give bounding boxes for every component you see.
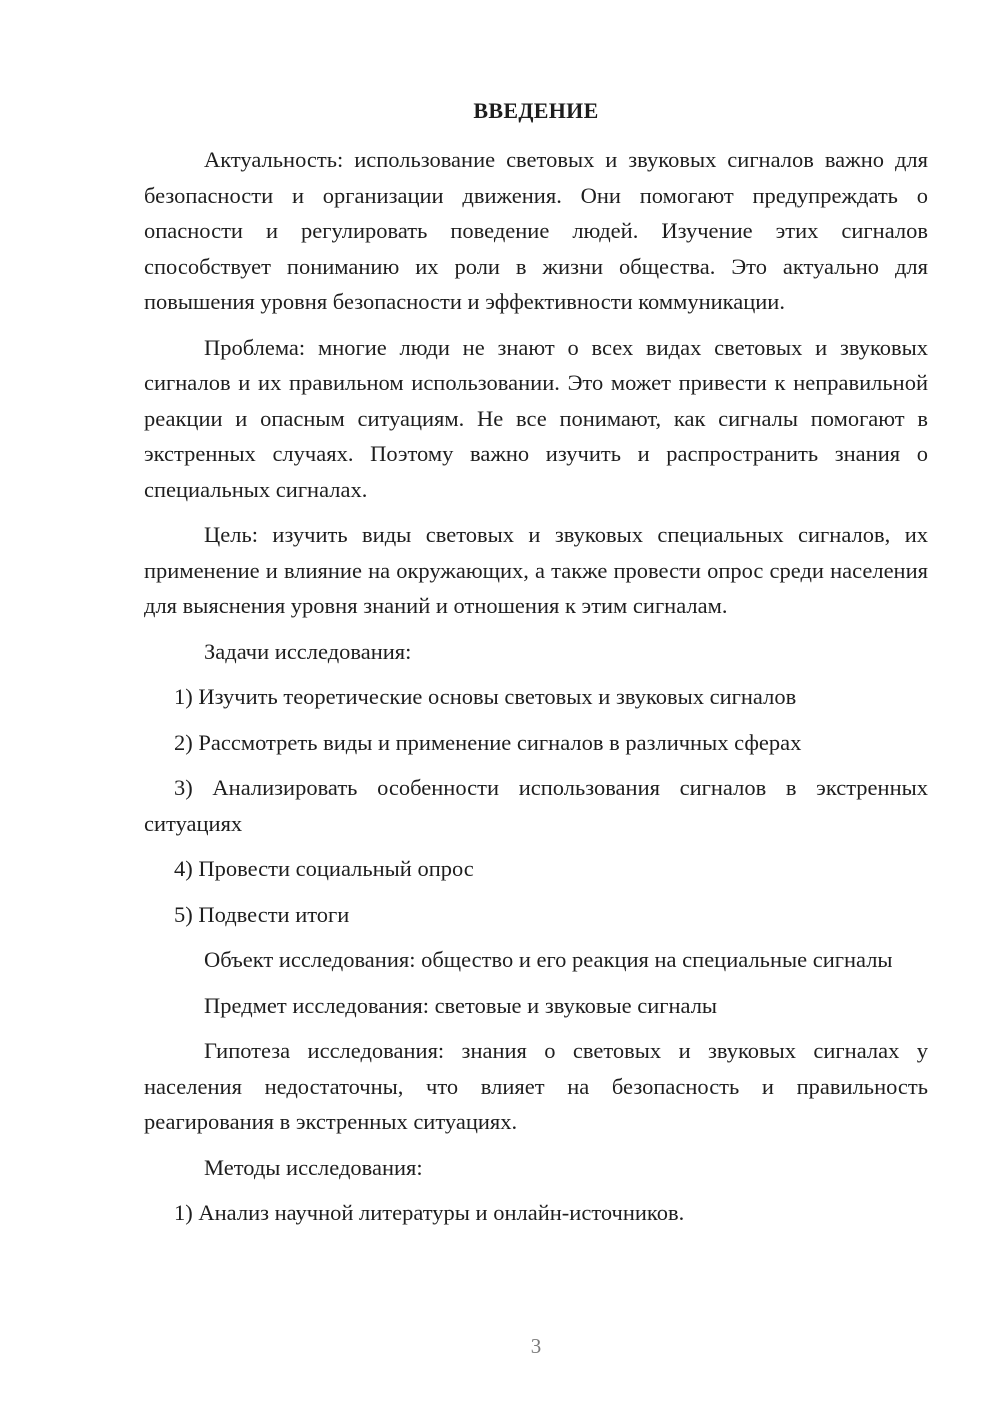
document-body bbox=[144, 142, 928, 1241]
page-number: 3 bbox=[530, 1334, 542, 1358]
methods-heading: Методы исследования: bbox=[204, 1154, 423, 1180]
relevance-paragraph: Актуальность: использование световых и звуковых сигналов важно для безопасности и организации движения. Они помогают предупреждать о опасности и регулировать поведение людей. Изучение этих сигналов способствует пониманию их роли в жизни общества. Это актуально для повышения уровня безопасности и эффективности коммуникации. bbox=[144, 147, 928, 314]
section-title: ВВЕДЕНИЕ bbox=[473, 98, 599, 123]
task-item-2: 2) Рассмотреть виды и применение сигналов в различных сферах bbox=[174, 729, 802, 755]
task-item-4: 4) Провести социальный опрос bbox=[174, 856, 474, 881]
hypothesis-paragraph: Гипотеза исследования: знания о световых и звуковых сигналах у населения недостаточны, что влияет на безопасность и правильность реагирования в экстренных ситуациях. bbox=[144, 1038, 928, 1134]
problem-paragraph: Проблема: многие люди не знают о всех видах световых и звуковых сигналов и их правильном использовании. Это может привести к неправильной реакции и опасным ситуациям. Не все понимают, как сигналы помогают в экстренных случаях. Поэтому важно изучить и распространить знания о специальных сигналах. bbox=[144, 334, 928, 502]
task-item-3: 3) Анализировать особенности использования сигналов в экстренных ситуациях bbox=[144, 775, 928, 836]
task-item-5: 5) Подвести итоги bbox=[174, 901, 350, 927]
object-paragraph: Объект исследования: общество и его реакция на специальные сигналы bbox=[204, 947, 893, 972]
method-item-1: 1) Анализ научной литературы и онлайн-источников. bbox=[174, 1200, 685, 1225]
goal-paragraph: Цель: изучить виды световых и звуковых специальных сигналов, их применение и влияние на окружающих, а также провести опрос среди населения для выяснения уровня знаний и отношения к этим сигналам. bbox=[144, 522, 928, 618]
task-item-1: 1) Изучить теоретические основы световых и звуковых сигналов bbox=[174, 684, 797, 709]
tasks-heading: Задачи исследования: bbox=[204, 638, 412, 664]
subject-paragraph: Предмет исследования: световые и звуковые сигналы bbox=[204, 992, 718, 1018]
